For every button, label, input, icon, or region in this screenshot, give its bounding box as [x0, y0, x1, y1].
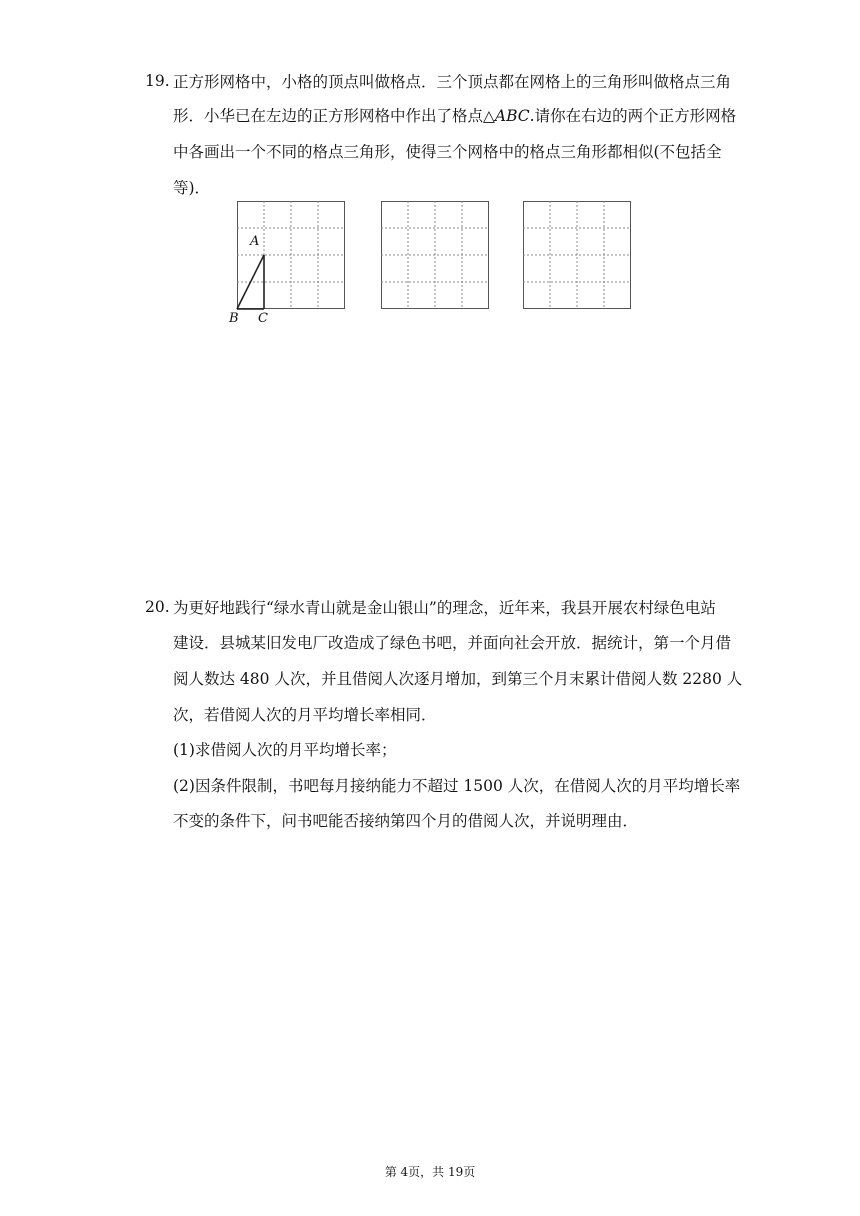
vertex-label-c: C	[258, 311, 268, 326]
q19-line-2-tail: .请你在右边的两个正方形网格	[529, 107, 737, 125]
triangle-name: ABC	[494, 107, 530, 125]
q19-line-3: 中各画出一个不同的格点三角形，使得三个网格中的格点三角形都相似(不包括全	[173, 143, 722, 161]
q20-line-2: 建设．县城某旧发电厂改造成了绿色书吧，并面向社会开放．据统计，第一个月借	[173, 634, 732, 652]
q20-subquestion-2-cont: 不变的条件下，问书吧能否接纳第四个月的借阅人次，并说明理由．	[173, 812, 639, 830]
q19-line-2-head: 形．小华已在左边的正方形网格中作出了格点△	[173, 107, 495, 125]
question-number: 20.	[145, 598, 170, 616]
q19-line-1: 正方形网格中，小格的顶点叫做格点．三个顶点都在网格上的三角形叫做格点三角	[173, 73, 732, 91]
vertex-label-b: B	[229, 311, 239, 326]
q20-line-3: 阅人数达 480 人次，并且借阅人次逐月增加，到第三个月末累计借阅人数 2280 人	[173, 670, 743, 688]
vertex-label-a: A	[250, 234, 260, 249]
q20-subquestion-2: (2)因条件限制，书吧每月接纳能力不超过 1500 人次，在借阅人次的月平均增长率	[173, 777, 741, 795]
grid-left	[237, 201, 345, 309]
q20-line-4: 次，若借阅人次的月平均增长率相同．	[173, 706, 437, 724]
question-number: 19.	[145, 72, 170, 90]
q20-subquestion-1: (1)求借阅人次的月平均增长率；	[173, 741, 397, 759]
q20-line-1: 为更好地践行“绿水青山就是金山银山”的理念，近年来，我县开展农村绿色电站	[173, 599, 716, 617]
q19-line-2	[173, 106, 736, 126]
grid-middle	[381, 201, 489, 309]
grid-right	[523, 201, 631, 309]
q19-line-4: 等)．	[173, 179, 211, 197]
page-footer: 第 4页，共 19页	[384, 1165, 476, 1179]
